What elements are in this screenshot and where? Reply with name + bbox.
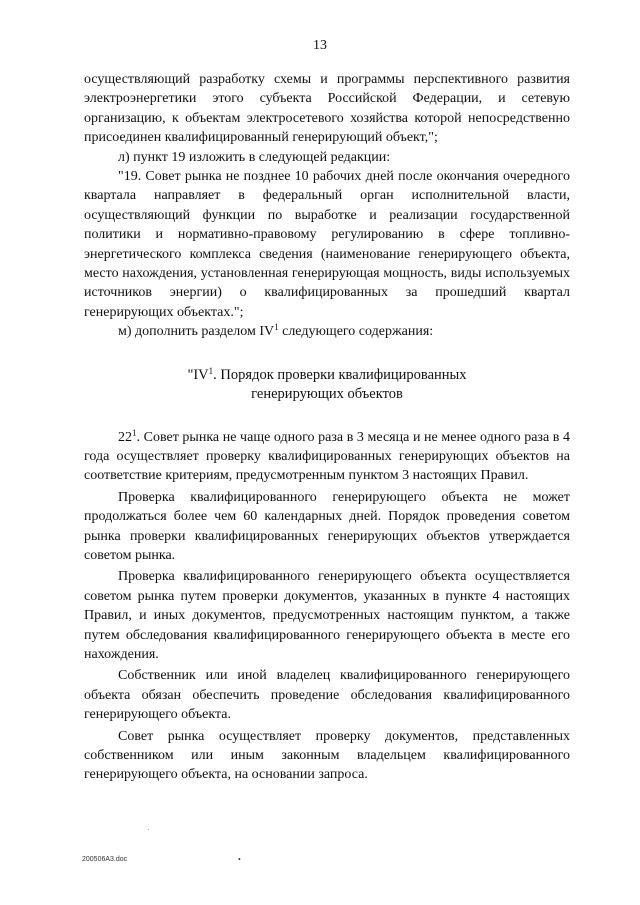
paragraph-procedure: Проверка квалифицированного генерирующего объекта осуществляется советом рынка путем проверки документов, указанных в пункте 4 настоящих Правил, и иных документов, предусмотренных настоящим пунктом, а также путем обследования квалифицированного генерирующего объекта в месте его нахождения. xyxy=(84,569,570,662)
paragraph-item-m xyxy=(84,322,570,341)
point-number: 22 xyxy=(118,429,132,445)
item-m-text-end: следующего содержания: xyxy=(278,324,434,340)
heading-superscript: 1 xyxy=(208,365,214,376)
footer-file-code: 200506A3.doc xyxy=(82,856,128,863)
paragraph-point-19: "19. Совет рынка не позднее 10 рабочих дней после окончания очередного квартала направляет в федеральный орган исполнительной власти, осуществляющий функции по выработке и реализации государственной политики и нормативно-правовому регулированию в сфере топливно-энергетического комплекса сведения (наименование генерирующего объекта, место нахождения, установленная генерирующая мощность, виды используемых источников энергии) о квалифицированных за прошедший квартал генерирующих объектах."; xyxy=(84,169,570,320)
heading-prefix: "IV xyxy=(187,366,209,383)
item-m-text-start: м) дополнить разделом IV xyxy=(118,324,275,340)
paragraph-duration: Проверка квалифицированного генерирующего объекта не может продолжаться более чем 60 календарных дней. Порядок проведения советом рынка проверки квалифицированных генерирующих объектов утверждается советом рынка. xyxy=(84,489,570,563)
footer-mark: • xyxy=(238,855,241,864)
point-text: . Совет рынка не чаще одного раза в 3 месяца и не менее одного раза в 4 года осуществляет проверку квалифицированных генерирующих объектов на соответствие критериям, предусмотренным пунктом 3 настоящих Правил. xyxy=(84,429,570,484)
point-superscript: 1 xyxy=(132,427,137,438)
paragraph-owner-obligation: Собственник или иной владелец квалифицированного генерирующего объекта обязан обеспечить проведение обследования квалифицированного генерирующего объекта. xyxy=(84,668,570,723)
heading-line-2: генерирующих объектов xyxy=(251,386,403,403)
paragraph-item-l: л) пункт 19 изложить в следующей редакции: xyxy=(118,149,391,165)
section-heading xyxy=(84,366,570,405)
paragraph-document-check: Совет рынка осуществляет проверку документов, представленных собственником или иным законным владельцем квалифицированного генерирующего объекта, на основании запроса. xyxy=(84,728,570,783)
page-number: 13 xyxy=(313,38,327,53)
item-m-superscript: 1 xyxy=(274,322,279,333)
paragraph-continuation: осуществляющий разработку схемы и программы перспективного развития электроэнергетики этого субъекта Российской Федерации, и сетевую организацию, к объектам электросетевого хозяйства которой непосредственно присоединен квалифицированный генерирующий объект,"; xyxy=(84,72,570,146)
paragraph-point-22-1 xyxy=(84,428,570,486)
heading-line-1: . Порядок проверки квалифицированных xyxy=(213,366,467,383)
document-body xyxy=(84,70,570,785)
scan-speck xyxy=(148,829,149,830)
